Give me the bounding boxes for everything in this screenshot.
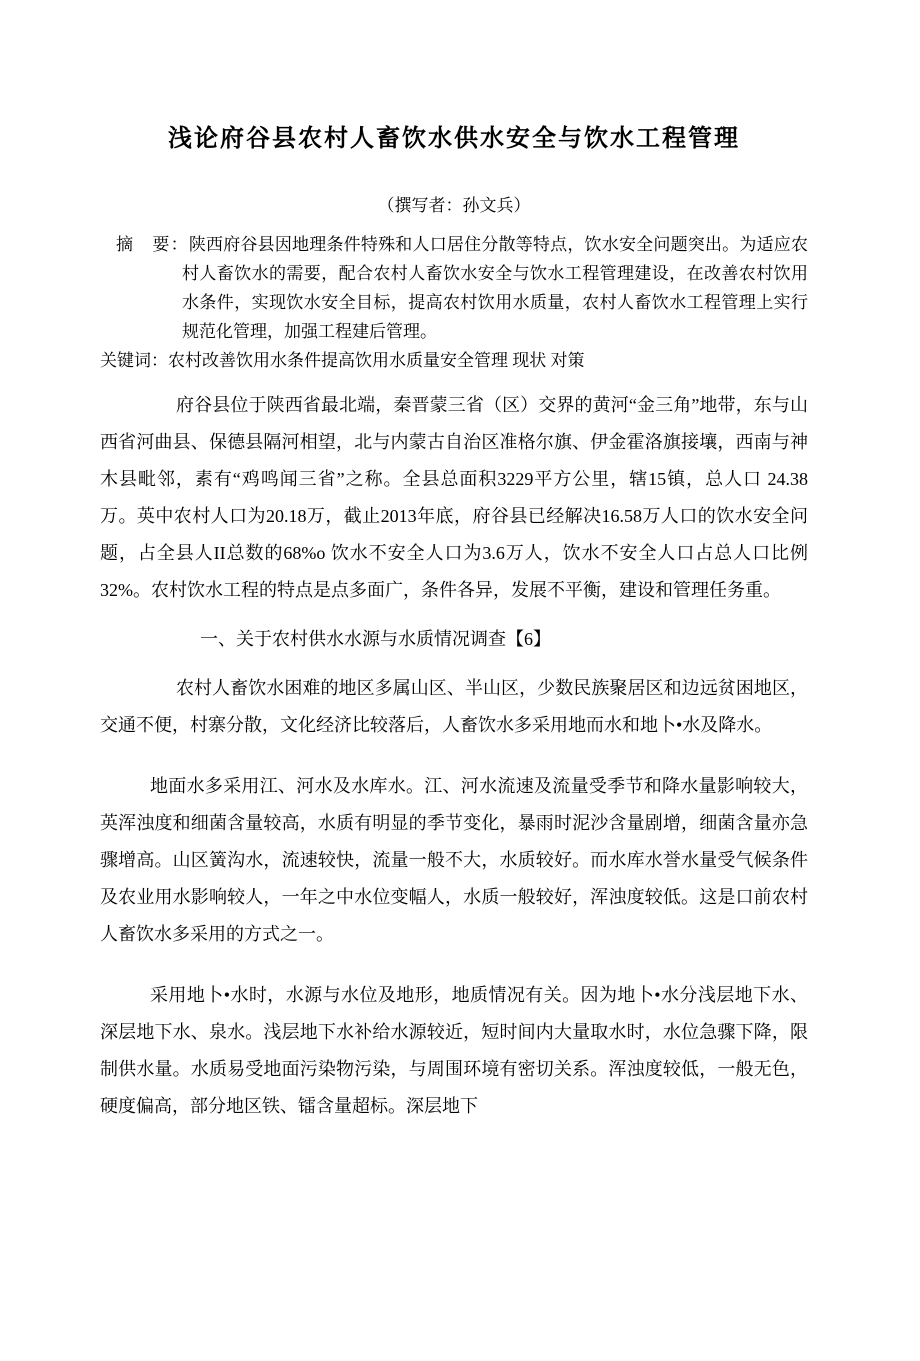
abstract-text: 陕西府谷县因地理条件特殊和人口居住分散等特点，饮水安全问题突出。为适应农村人畜饮水的需要，配合农村人畜饮水安全与饮水工程管理建设，在改善农村饮用水条件，实现饮水安全目标，提高农村饮用水质量，农村人畜饮水工程管理上实行规范化管理，加强工程建后管理。 <box>182 235 809 341</box>
section-heading: 一、关于农村供水水源与水质情况调查【6】 <box>200 629 551 649</box>
abstract-block <box>100 230 808 346</box>
paragraph: 采用地卜•水时，水源与水位及地形，地质情况有关。因为地卜•水分浅层地下水、深层地下水、泉水。浅层地下水补给水源较近，短时间内大量取水时，水位急骤下降，限制供水量。水质易受地面污染物污染，与周围环境有密切关系。浑浊度较低，一般无色，硬度偏高，部分地区铁、镭含量超标。深层地下 <box>100 985 808 1116</box>
abstract-label: 摘 要： <box>116 235 189 254</box>
paragraph: 地面水多采用江、河水及水库水。江、河水流速及流量受季节和降水量影响较大，英浑浊度和细菌含量较高，水质有明显的季节变化，暴雨时泥沙含量剧增，细菌含量亦急骤增高。山区簧沟水，流速较快，流量一般不大，水质较好。而水库水誉水量受气候条件及农业用水影响较人，一年之中水位变幅人，水质一般较好，浑浊度较低。这是口前农村人畜饮水多采用的方式之一。 <box>100 776 808 944</box>
author-line: （撰写者：孙文兵） <box>377 196 531 215</box>
keywords-text: 农村改善饮用水条件提高饮用水质量安全管理 现状 对策 <box>168 351 585 370</box>
keywords-line <box>100 346 808 375</box>
paragraph: 农村人畜饮水困难的地区多属山区、半山区，少数民族聚居区和边远贫困地区，交通不便，村寨分散，文化经济比较落后，人畜饮水多采用地而水和地卜•水及降水。 <box>100 678 808 735</box>
document-title: 浅论府谷县农村人畜饮水供水安全与饮水工程管理 <box>168 126 740 152</box>
keywords-label: 关键词： <box>100 351 168 370</box>
paragraph-intro: 府谷县位于陕西省最北端，秦晋蒙三省（区）交界的黄河“金三角”地带，东与山西省河曲县、保德县隔河相望，北与内蒙古自治区准格尔旗、伊金霍洛旗接壤，西南与神木县毗邻，素有“鸡鸣闻三省”之称。全县总面积3229平方公里，辖15镇，总人口 24.38万。英中农村人口为20.18万，截止2013年底，府谷县已经解决16.58万人口的饮水安全问题，占全县人II总数的68%o 饮水不安全人口为3.6万人，饮水不安全人口占总人口比例32%。农村饮水工程的特点是点多面广，条件各异，发展不平衡，建设和管理任务重。 <box>100 395 808 600</box>
